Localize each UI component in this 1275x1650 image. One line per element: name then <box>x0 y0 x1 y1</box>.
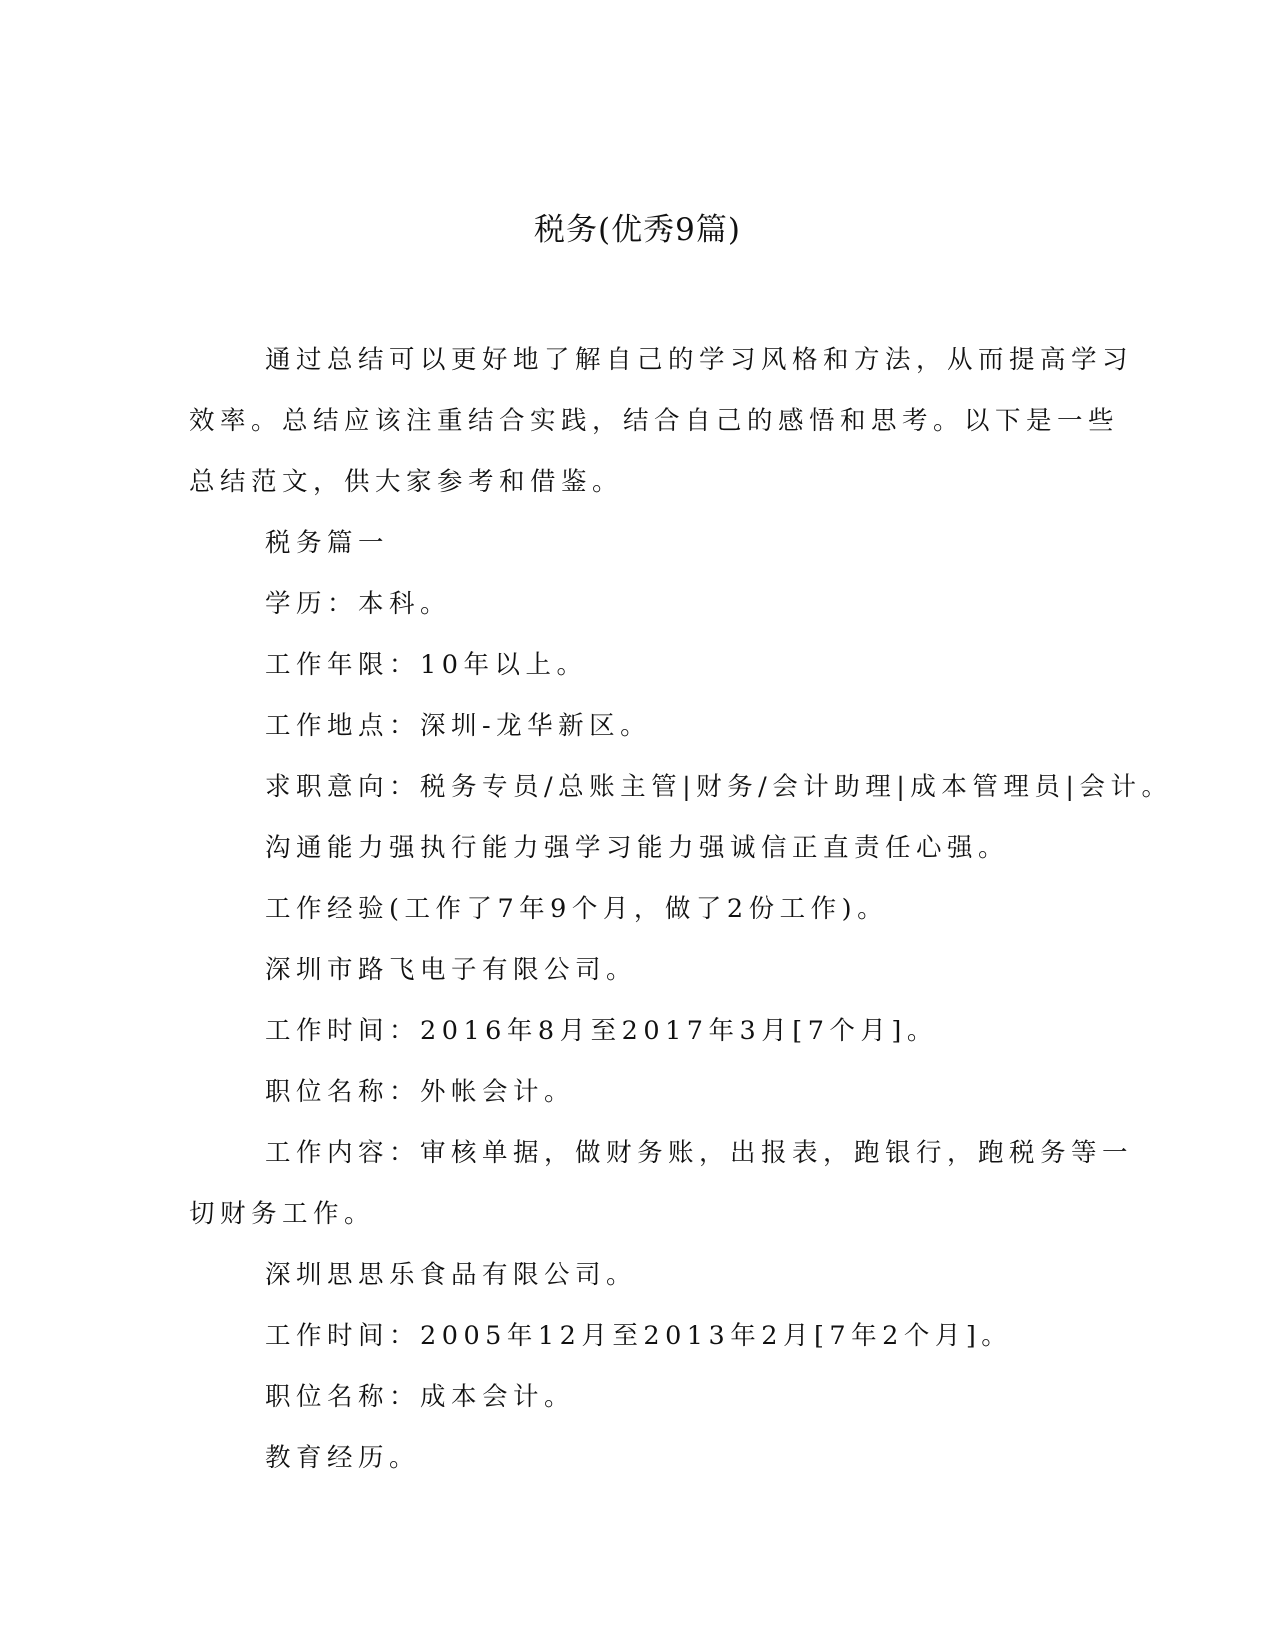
section-heading: 税务篇一 <box>265 528 390 558</box>
company-2-time-line: 工作时间：2005年12月至2013年2月[7年2个月]。 <box>265 1321 1013 1351</box>
work-content-line-2: 切财务工作。 <box>189 1199 376 1229</box>
work-years-line: 工作年限：10年以上。 <box>265 650 588 680</box>
education-history-line: 教育经历。 <box>265 1443 421 1473</box>
intro-line-1: 通过总结可以更好地了解自己的学习风格和方法，从而提高学习 <box>265 345 1134 375</box>
company-1-line: 深圳市路飞电子有限公司。 <box>265 955 638 985</box>
company-1-time-line: 工作时间：2016年8月至2017年3月[7个月]。 <box>265 1016 938 1046</box>
education-line: 学历：本科。 <box>265 589 452 619</box>
work-experience-line: 工作经验(工作了7年9个月，做了2份工作)。 <box>265 894 889 924</box>
work-content-line-1: 工作内容：审核单据，做财务账，出报表，跑银行，跑税务等一 <box>265 1138 1134 1168</box>
job-intention-line: 求职意向：税务专员/总账主管|财务/会计助理|成本管理员|会计。 <box>265 772 1173 802</box>
work-location-line: 工作地点：深圳-龙华新区。 <box>265 711 652 741</box>
intro-line-2: 效率。总结应该注重结合实践，结合自己的感悟和思考。以下是一些 <box>189 406 1120 436</box>
document-title: 税务(优秀9篇) <box>534 212 741 248</box>
company-2-line: 深圳思思乐食品有限公司。 <box>265 1260 638 1290</box>
document-body <box>189 330 1173 1489</box>
intro-line-3: 总结范文，供大家参考和借鉴。 <box>189 467 624 497</box>
work-content-paragraph <box>189 1123 1134 1245</box>
company-2-position-line: 职位名称：成本会计。 <box>265 1382 576 1412</box>
abilities-line: 沟通能力强执行能力强学习能力强诚信正直责任心强。 <box>265 833 1010 863</box>
company-1-position-line: 职位名称：外帐会计。 <box>265 1077 576 1107</box>
intro-paragraph <box>189 330 1134 513</box>
